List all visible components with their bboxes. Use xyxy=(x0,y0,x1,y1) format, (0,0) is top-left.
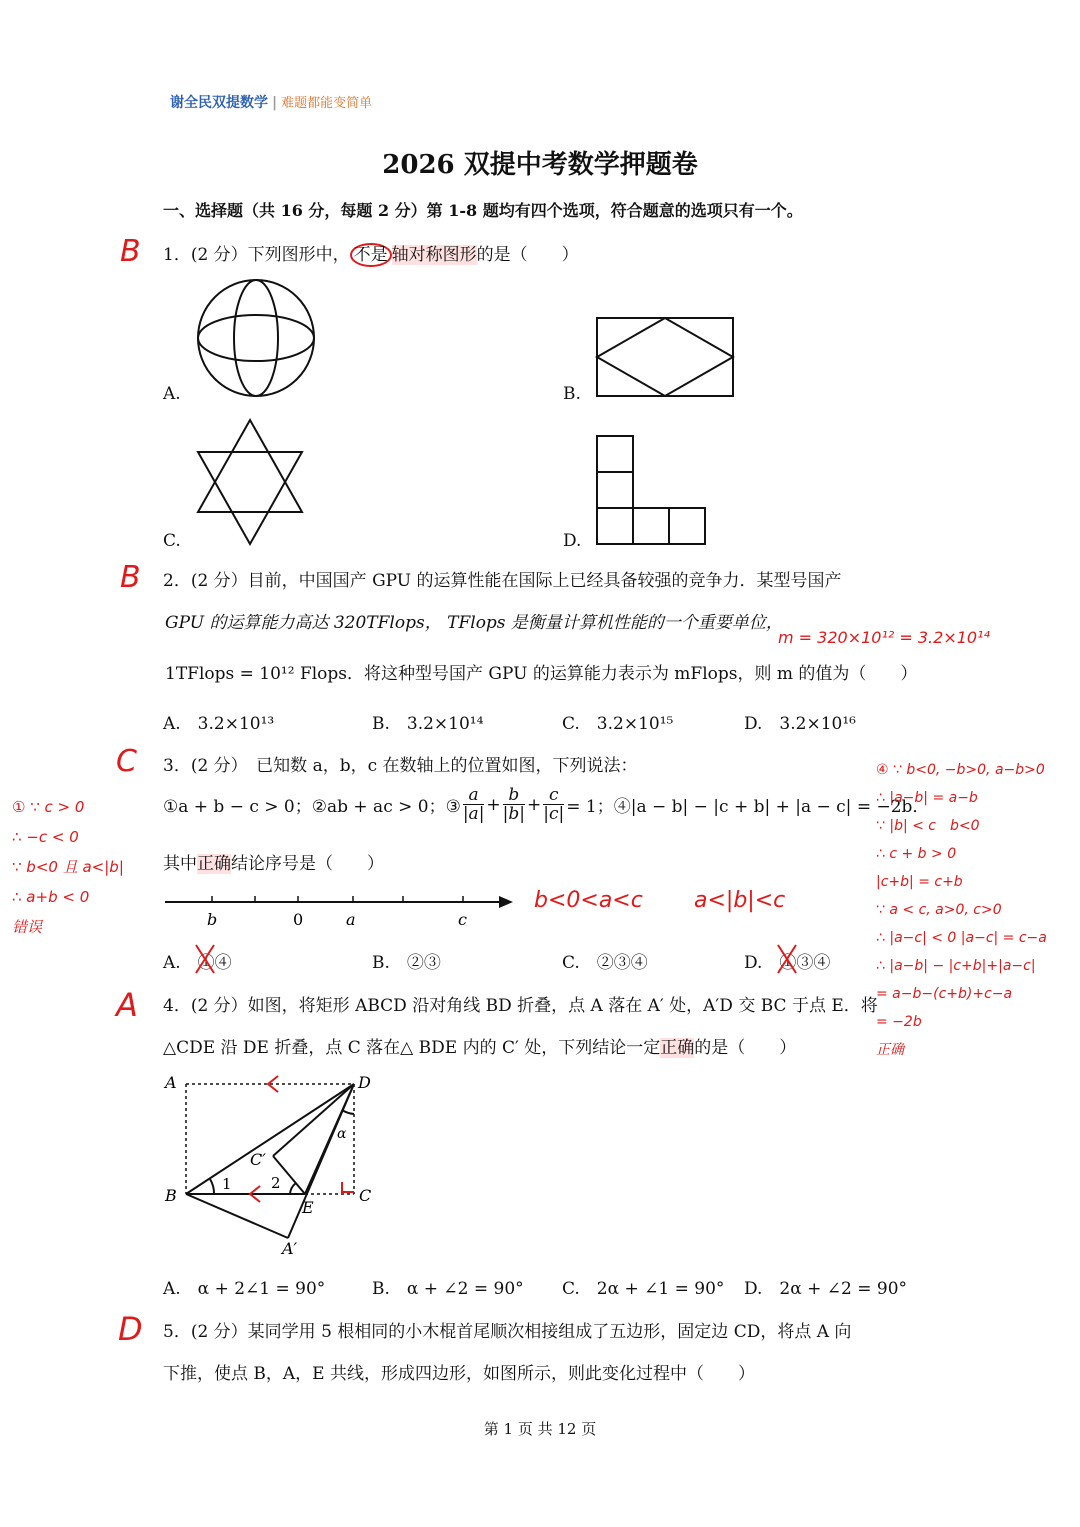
right-margin-notes xyxy=(876,756,1047,1064)
left-note-2: ∴ −c < 0 xyxy=(12,828,79,846)
q3-option-b: B. ②③ xyxy=(372,953,441,973)
brand-header xyxy=(170,92,372,112)
question-1 xyxy=(163,240,579,265)
q3-fraction-a xyxy=(463,786,485,823)
q3-frac-b-num: b xyxy=(503,786,525,805)
q3-frac-c-den: |c| xyxy=(543,804,565,824)
label-A-prime: A′ xyxy=(282,1239,298,1258)
q2-option-b: B. 3.2×10¹⁴ xyxy=(372,714,484,734)
q1-option-c: C. xyxy=(163,531,181,551)
q3-statements-b: = 1；④|a − b| − |c + b| + |a − c| = −2b． xyxy=(566,797,930,817)
q3-fraction-b xyxy=(503,786,525,823)
left-margin-notes xyxy=(12,792,124,942)
answer-mark-q2: B xyxy=(120,560,141,595)
answer-mark-q4: A xyxy=(116,986,138,1024)
q2-option-a: A. 3.2×10¹³ xyxy=(163,714,275,734)
q1-circled: 不是 xyxy=(350,243,392,267)
q1-rest: 的是（ ） xyxy=(476,245,579,265)
right-note-9: = a−b−(c+b)+c−a xyxy=(876,986,1013,1002)
q4-geometry-figure xyxy=(160,1068,390,1260)
q4-line-2 xyxy=(163,1033,796,1058)
right-note-10: = −2b xyxy=(876,1014,922,1030)
left-note-3: ∵ b<0 且 a<|b| xyxy=(12,858,124,876)
left-note-4: ∴ a+b < 0 xyxy=(12,888,90,906)
answer-mark-q1: B xyxy=(120,234,141,269)
q1-figure-star xyxy=(194,418,306,546)
q4-line2-highlight: 正确 xyxy=(660,1038,695,1058)
axis-label-zero: 0 xyxy=(293,910,304,929)
q3-line-2: ①a + b − c > 0；②ab + ac > 0；③ $\frac{a}{|a|}$ + $\frac{b}{|b|}$ + $\frac{c}{|c|}$ = 1；④|a − b| − |c + b| + |a − c| = −2b． xyxy=(163,785,930,824)
q3-option-c: C. ②③④ xyxy=(562,953,648,973)
strike-q3-a xyxy=(192,942,218,976)
q2-option-d: D. 3.2×10¹⁶ xyxy=(744,714,856,734)
label-C-prime: C′ xyxy=(250,1150,266,1169)
q4-line-1: 4．(2 分）如图，将矩形 ABCD 沿对角线 BD 折叠，点 A 落在 A′ 处，A′D 交 BC 于点 E．将 xyxy=(163,996,878,1016)
axis-label-b: b xyxy=(207,910,218,929)
right-note-3: ∵ |b| < c b<0 xyxy=(876,818,980,834)
answer-mark-q5: D xyxy=(118,1310,143,1348)
q2-line-2: GPU 的运算能力高达 320TFlops， TFlops 是衡量计算机性能的一个重要单位， xyxy=(165,613,783,633)
right-note-2: ∴ |a−b| = a−b xyxy=(876,790,978,806)
q4-option-b: B. α + ∠2 = 90° xyxy=(372,1279,524,1299)
q1-option-a: A. xyxy=(163,384,181,404)
q1-option-d: D. xyxy=(563,531,582,551)
q5-line-1: 5．(2 分）某同学用 5 根相同的小木棍首尾顺次相接组成了五边形，固定边 CD，将点 A 向 xyxy=(163,1322,852,1342)
left-note-5: 错误 xyxy=(12,918,43,936)
q3-line3-highlight: 正确 xyxy=(197,854,231,874)
q3-line3-post: 结论序号是（ ） xyxy=(231,854,384,874)
q3-frac-c-num: c xyxy=(543,786,564,805)
strike-q3-d xyxy=(774,942,800,976)
q1-highlight: 轴对称图形 xyxy=(391,245,477,265)
q3-frac-a-den: |a| xyxy=(462,804,485,824)
right-note-5: |c+b| = c+b xyxy=(876,874,963,890)
q4-line2-post: 的是（ ） xyxy=(694,1038,797,1058)
q3-statements-a: ①a + b − c > 0；②ab + ac > 0；③ xyxy=(163,797,461,817)
label-E: E xyxy=(302,1198,314,1217)
q3-option-a: A. ①④ xyxy=(163,953,232,973)
q3-frac-b-den: |b| xyxy=(502,804,526,824)
q4-option-d: D. 2α + ∠2 = 90° xyxy=(744,1279,908,1299)
label-alpha: α xyxy=(337,1126,347,1142)
q3-order-note-2: a<|b|<c xyxy=(694,888,786,913)
right-note-7: ∴ |a−c| < 0 |a−c| = c−a xyxy=(876,930,1047,946)
label-A: A xyxy=(165,1073,177,1092)
answer-mark-q3: C xyxy=(116,744,137,779)
q2-line-3: 1TFlops = 10¹² Flops．将这种型号国产 GPU 的运算能力表示为 mFlops，则 m 的值为（ ） xyxy=(165,664,918,684)
label-B: B xyxy=(165,1186,177,1205)
q3-option-d: D. ①③④ xyxy=(744,953,831,973)
label-angle-2: 2 xyxy=(271,1174,281,1192)
right-note-1: ④ ∵ b<0, −b>0, a−b>0 xyxy=(876,762,1045,778)
right-note-6: ∵ a < c, a>0, c>0 xyxy=(876,902,1002,918)
q1-number: 1．(2 分）下列图形中， xyxy=(163,245,350,265)
page-footer: 第 1 页 共 12 页 xyxy=(483,1420,597,1438)
brand-name: 谢全民双提数学 xyxy=(170,95,268,111)
q3-fraction-c xyxy=(543,786,564,823)
brand-separator: | xyxy=(272,95,278,111)
axis-label-a: a xyxy=(346,910,356,929)
q3-line-1: 3．(2 分） 已知数 a，b，c 在数轴上的位置如图，下列说法： xyxy=(163,756,638,776)
brand-slogan: 难题都能变简单 xyxy=(281,96,373,111)
q4-line2-pre: △CDE 沿 DE 折叠，点 C 落在△ BDE 内的 C′ 处，下列结论一定 xyxy=(163,1038,661,1058)
q3-order-note-1: b<0<a<c xyxy=(534,888,643,913)
section-heading: 一、选择题（共 16 分，每题 2 分）第 1-8 题均有四个选项，符合题意的选项只有一个。 xyxy=(163,201,803,220)
q2-option-c: C. 3.2×10¹⁵ xyxy=(562,714,674,734)
label-angle-1: 1 xyxy=(222,1175,232,1193)
q4-option-c: C. 2α + ∠1 = 90° xyxy=(562,1279,725,1299)
label-D: D xyxy=(358,1073,371,1092)
q1-figure-sphere xyxy=(190,278,322,400)
q2-note: m = 320×10¹² = 3.2×10¹⁴ xyxy=(778,628,990,647)
right-note-4: ∴ c + b > 0 xyxy=(876,846,957,862)
q3-line3-pre: 其中 xyxy=(163,854,197,874)
q3-frac-a-num: a xyxy=(463,786,485,805)
left-note-1: ① ∵ c > 0 xyxy=(12,798,85,816)
q3-number-line xyxy=(163,888,518,930)
right-note-11: 正确 xyxy=(876,1042,904,1058)
right-note-8: ∴ |a−b| − |c+b|+|a−c| xyxy=(876,958,1036,974)
q2-line-1: 2．(2 分）目前，中国国产 GPU 的运算性能在国际上已经具备较强的竞争力．某型号国产 xyxy=(163,571,842,591)
q1-figure-rhombus-rect xyxy=(594,315,736,399)
axis-label-c: c xyxy=(458,910,467,929)
q1-option-b: B. xyxy=(563,384,581,404)
q3-line-3 xyxy=(163,849,384,874)
label-C: C xyxy=(359,1186,372,1205)
page-title: 2026 双提中考数学押题卷 xyxy=(382,150,698,180)
q5-line-2: 下推，使点 B，A，E 共线，形成四边形，如图所示，则此变化过程中（ ） xyxy=(163,1364,755,1384)
q4-option-a: A. α + 2∠1 = 90° xyxy=(163,1279,326,1299)
q1-figure-squares xyxy=(595,434,707,546)
